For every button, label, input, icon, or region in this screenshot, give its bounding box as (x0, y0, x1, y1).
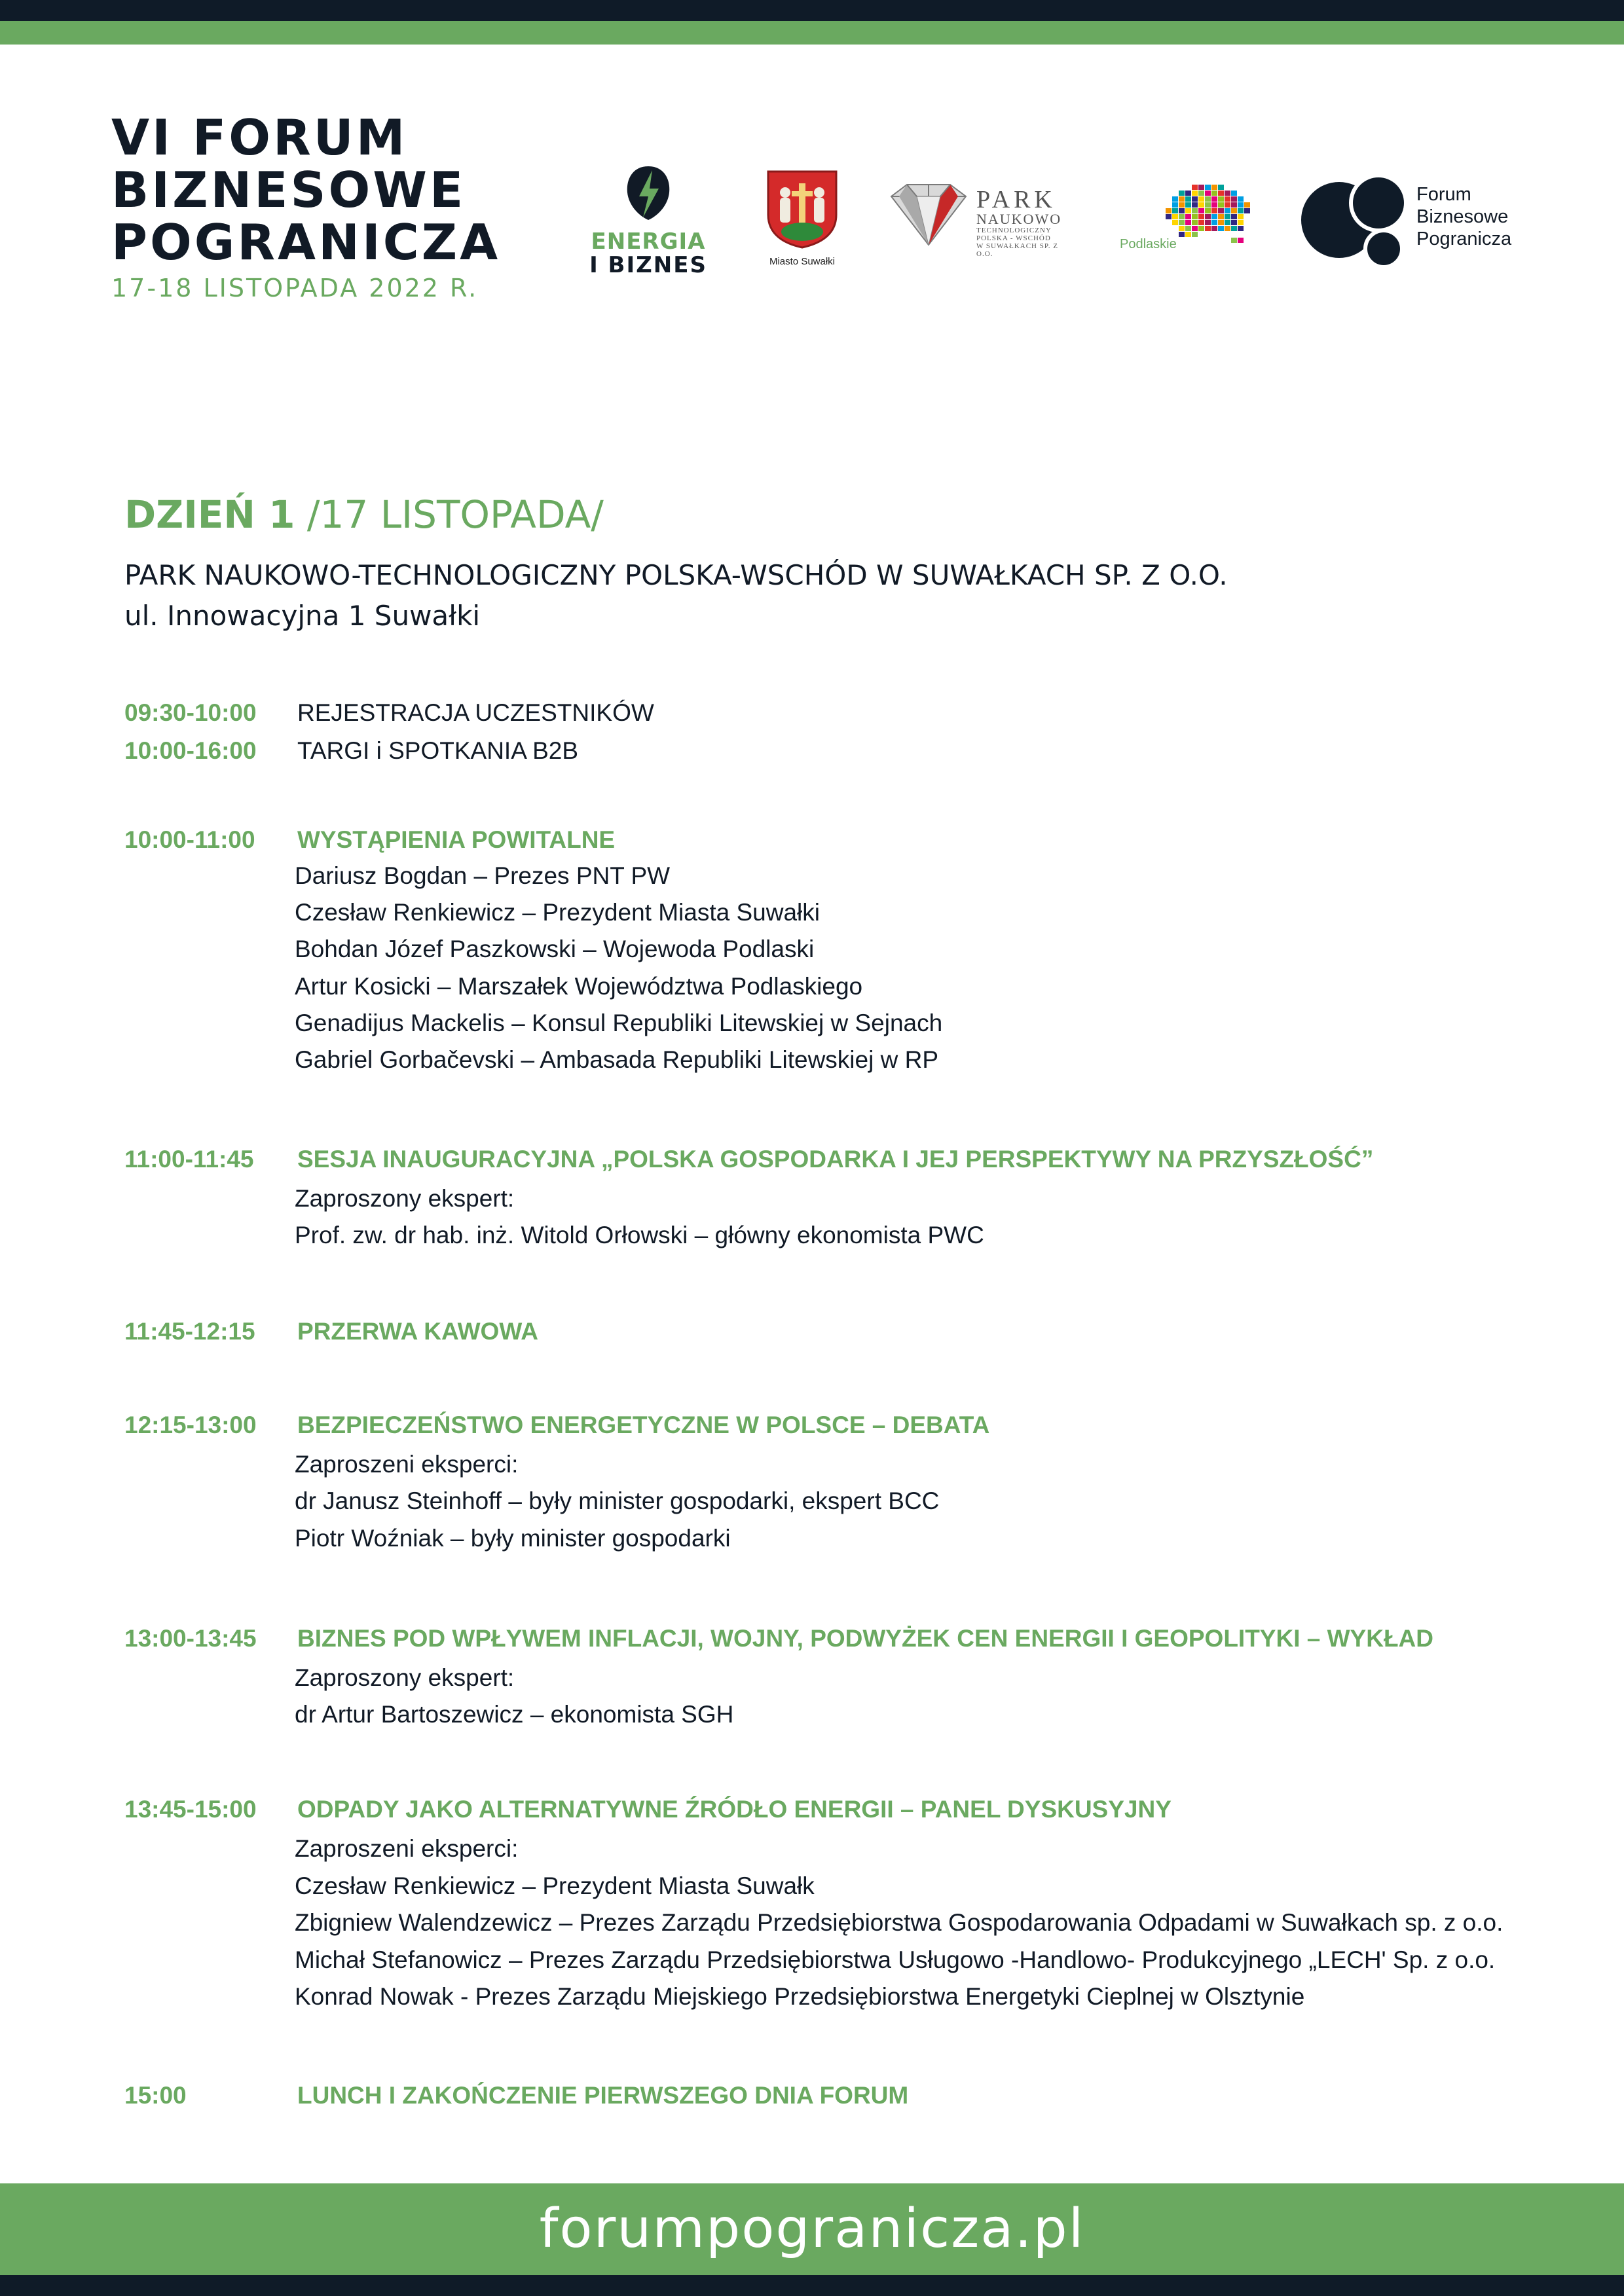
bison-pixel (1198, 226, 1204, 231)
bison-pixel (1192, 214, 1198, 219)
bison-pixel (1192, 208, 1198, 213)
agenda-detail: Artur Kosicki – Marszałek Województwa Podlaskiego (295, 973, 863, 1000)
bison-pixel (1231, 191, 1237, 196)
energia-logo-line-2: I BIZNES (589, 252, 707, 278)
bison-pixel (1192, 232, 1198, 237)
bison-pixel (1179, 208, 1185, 213)
bison-pixel (1211, 226, 1217, 231)
bison-pixel (1179, 232, 1185, 237)
event-title-block (111, 111, 500, 302)
bison-pixel (1238, 226, 1244, 231)
bison-pixel (1172, 196, 1178, 202)
agenda-detail: Piotr Woźniak – były minister gospodarki (295, 1525, 731, 1552)
bison-pixel (1179, 191, 1185, 196)
bison-pixel (1198, 191, 1204, 196)
bison-pixel (1205, 185, 1211, 190)
bison-pixel (1218, 208, 1224, 213)
bison-pixel (1225, 226, 1230, 231)
bison-pixel (1231, 208, 1237, 213)
agenda-time: 10:00-11:00 (124, 826, 255, 853)
bison-pixel (1211, 208, 1217, 213)
venue-block (124, 555, 1228, 636)
bison-pixel (1205, 226, 1211, 231)
bison-pixel (1185, 196, 1191, 202)
bison-pixel (1225, 220, 1230, 225)
bison-pixel (1192, 196, 1198, 202)
bison-pixel (1192, 202, 1198, 208)
agenda-time: 13:00-13:45 (124, 1625, 257, 1652)
venue-address: ul. Innowacyjna 1 Suwałki (124, 600, 481, 632)
bison-pixel (1192, 185, 1198, 190)
bison-pixel (1192, 226, 1198, 231)
bison-pixel (1205, 191, 1211, 196)
park-logo-name2: NAUKOWO (976, 211, 1062, 227)
agenda-detail: Michał Stefanowicz – Prezes Zarządu Przedsiębiorstwa Usługowo -Handlowo- Produkcyjnego „LECH' Sp. z o.o. (295, 1946, 1496, 1973)
podlaskie-logo (1120, 183, 1257, 255)
energia-bolt-icon (622, 164, 674, 223)
energia-logo-line-1: ENERGIA (591, 228, 706, 255)
park-logo-small-2: POLSKA - WSCHÓD (976, 234, 1051, 242)
bison-pixel (1218, 220, 1224, 225)
bison-pixel (1231, 220, 1237, 225)
bison-pixel (1205, 202, 1211, 208)
top-dark-band (0, 0, 1624, 21)
bison-pixel (1211, 191, 1217, 196)
bison-pixel (1238, 202, 1244, 208)
forum-logo-line-1: Forum (1416, 184, 1471, 205)
bison-pixel (1231, 214, 1237, 219)
venue-name: PARK NAUKOWO-TECHNOLOGICZNY POLSKA-WSCHÓD W SUWAŁKACH SP. Z O.O. (124, 559, 1228, 591)
agenda-session-title: PRZERWA KAWOWA (297, 1318, 538, 1345)
bison-pixel (1179, 202, 1185, 208)
agenda-session-title: ODPADY JAKO ALTERNATYWNE ŹRÓDŁO ENERGII – PANEL DYSKUSYJNY (297, 1796, 1172, 1823)
bison-pixel (1218, 191, 1224, 196)
podlaskie-caption: Podlaskie (1120, 237, 1177, 251)
bison-pixel (1185, 226, 1191, 231)
bison-pixel (1231, 226, 1237, 231)
bison-pixel (1231, 196, 1237, 202)
bison-pixel (1238, 238, 1244, 243)
bison-pixel (1205, 196, 1211, 202)
bison-pixel (1231, 202, 1237, 208)
park-logo-name: PARK (976, 186, 1056, 213)
bison-pixel (1218, 214, 1224, 219)
agenda-detail: Zaproszony ekspert: (295, 1185, 515, 1212)
bison-pixel (1172, 214, 1178, 219)
park-logo-small-1: TECHNOLOGICZNY (976, 227, 1052, 234)
agenda-detail: dr Janusz Steinhoff – były minister gospodarki, ekspert BCC (295, 1487, 940, 1514)
coat-of-arms-icon (766, 169, 839, 249)
bison-pixel (1198, 185, 1204, 190)
bison-pixel (1225, 208, 1230, 213)
footer-url-link[interactable]: forumpogranicza.pl (539, 2198, 1085, 2260)
bison-pixel (1185, 214, 1191, 219)
bison-pixel (1172, 202, 1178, 208)
agenda-detail: Konrad Nowak - Prezes Zarządu Miejskiego Przedsiębiorstwa Energetyki Cieplnej w Olsztynie (295, 1983, 1305, 2010)
bison-pixel (1185, 208, 1191, 213)
bison-pixel (1238, 208, 1244, 213)
bison-pixel (1198, 220, 1204, 225)
bottom-dark-band (0, 2275, 1624, 2296)
bison-pixel (1166, 208, 1172, 213)
bison-pixel (1225, 202, 1230, 208)
bison-pixel (1211, 196, 1217, 202)
bison-pixel (1192, 191, 1198, 196)
park-logo-small-3: W SUWAŁKACH SP. Z O.O. (976, 242, 1058, 258)
park-naukowo-logo (887, 182, 1077, 258)
bison-pixel (1166, 214, 1172, 219)
bison-pixel (1211, 185, 1217, 190)
agenda-detail: Zaproszony ekspert: (295, 1664, 515, 1691)
agenda-detail: Prof. zw. dr hab. inż. Witold Orłowski – główny ekonomista PWC (295, 1222, 984, 1248)
diamond-icon (887, 182, 970, 247)
agenda-session-title: SESJA INAUGURACYJNA „POLSKA GOSPODARKA I JEJ PERSPEKTYWY NA PRZYSZŁOŚĆ” (297, 1146, 1374, 1173)
agenda-detail: Zbigniew Walendzewicz – Prezes Zarządu Przedsiębiorstwa Gospodarowania Odpadami w Suwałkach sp. z o.o. (295, 1909, 1504, 1936)
bison-pixel (1198, 208, 1204, 213)
forum-logo-line-3: Pogranicza (1416, 228, 1512, 249)
forum-logo-line-2: Biznesowe (1416, 206, 1509, 227)
bison-pixel (1225, 214, 1230, 219)
agenda-detail: Dariusz Bogdan – Prezes PNT PW (295, 862, 671, 889)
agenda-time: 13:45-15:00 (124, 1796, 257, 1823)
bison-pixel (1192, 220, 1198, 225)
bison-pixel (1185, 191, 1191, 196)
agenda-time: 11:45-12:15 (124, 1318, 255, 1345)
bison-pixel (1198, 214, 1204, 219)
bison-pixel (1205, 208, 1211, 213)
bison-pixel (1218, 202, 1224, 208)
forum-circles-icon (1300, 172, 1418, 270)
agenda-time: 15:00 (124, 2082, 187, 2109)
top-green-band (0, 21, 1624, 45)
agenda-detail: Genadijus Mackelis – Konsul Republiki Litewskiej w Sejnach (295, 1010, 943, 1036)
bison-pixel (1172, 220, 1178, 225)
bison-pixel (1198, 196, 1204, 202)
event-title-line-3: POGRANICZA (111, 213, 501, 271)
bison-pixel (1179, 214, 1185, 219)
agenda-session-title: WYSTĄPIENIA POWITALNE (297, 826, 616, 853)
agenda-detail: Czesław Renkiewicz – Prezydent Miasta Suwałk (295, 1872, 815, 1899)
bison-pixel (1218, 226, 1224, 231)
event-title-line-2: BIZNESOWE (111, 161, 466, 219)
event-date: 17-18 LISTOPADA 2022 R. (111, 274, 479, 302)
bison-pixel (1238, 214, 1244, 219)
bison-pixel (1185, 202, 1191, 208)
bison-pixel (1218, 196, 1224, 202)
bison-pixel (1179, 220, 1185, 225)
bison-pixel (1238, 196, 1244, 202)
agenda-time: 10:00-16:00 (124, 737, 257, 764)
day-header (124, 492, 604, 537)
bison-pixel (1172, 208, 1178, 213)
bison-pixel (1225, 191, 1230, 196)
agenda-detail: dr Artur Bartoszewicz – ekonomista SGH (295, 1701, 734, 1728)
agenda-time: 09:30-10:00 (124, 699, 257, 726)
agenda-detail: Zaproszeni eksperci: (295, 1835, 519, 1862)
agenda-title: TARGI i SPOTKANIA B2B (297, 737, 579, 764)
agenda-time: 12:15-13:00 (124, 1412, 257, 1438)
agenda-session-title: BEZPIECZEŃSTWO ENERGETYCZNE W POLSCE – DEBATA (297, 1412, 990, 1438)
bison-pixel (1211, 220, 1217, 225)
forum-pogranicza-logo (1300, 172, 1536, 270)
bison-pixel (1205, 220, 1211, 225)
agenda-detail: Gabriel Gorbačevski – Ambasada Republiki Litewskiej w RP (295, 1046, 938, 1073)
agenda-session-title: BIZNES POD WPŁYWEM INFLACJI, WOJNY, PODWYŻEK CEN ENERGII I GEOPOLITYKI – WYKŁAD (297, 1625, 1433, 1652)
bison-pixel (1225, 196, 1230, 202)
agenda-session-title: LUNCH I ZAKOŃCZENIE PIERWSZEGO DNIA FORUM (297, 2082, 909, 2109)
day-date: /17 LISTOPADA/ (295, 492, 604, 537)
bison-pixel (1185, 232, 1191, 237)
bison-pixel (1211, 214, 1217, 219)
bison-pixel (1218, 185, 1224, 190)
bison-pixel (1179, 226, 1185, 231)
bison-pixel (1185, 220, 1191, 225)
bison-pixel (1238, 220, 1244, 225)
agenda-detail: Zaproszeni eksperci: (295, 1451, 519, 1478)
park-logo-text (976, 187, 1077, 258)
energia-biznes-logo (576, 164, 720, 278)
agenda-title: REJESTRACJA UCZESTNIKÓW (297, 699, 654, 726)
agenda-detail: Czesław Renkiewicz – Prezydent Miasta Suwałki (295, 899, 820, 926)
forum-logo-text (1416, 183, 1511, 250)
agenda-detail: Bohdan Józef Paszkowski – Wojewoda Podlaski (295, 936, 815, 962)
bison-pixel (1211, 202, 1217, 208)
bison-pixel (1244, 208, 1250, 213)
miasto-caption: Miasto Suwałki (769, 256, 836, 267)
day-label: DZIEŃ 1 (124, 492, 295, 537)
bison-pixel (1205, 214, 1211, 219)
bison-pixel (1231, 238, 1237, 243)
bison-pixel (1179, 196, 1185, 202)
bison-pixel (1198, 202, 1204, 208)
event-title-line-1: VI FORUM (111, 109, 408, 166)
miasto-suwalki-logo (760, 169, 845, 274)
agenda-time: 11:00-11:45 (124, 1146, 254, 1173)
bison-pixel (1244, 202, 1250, 208)
